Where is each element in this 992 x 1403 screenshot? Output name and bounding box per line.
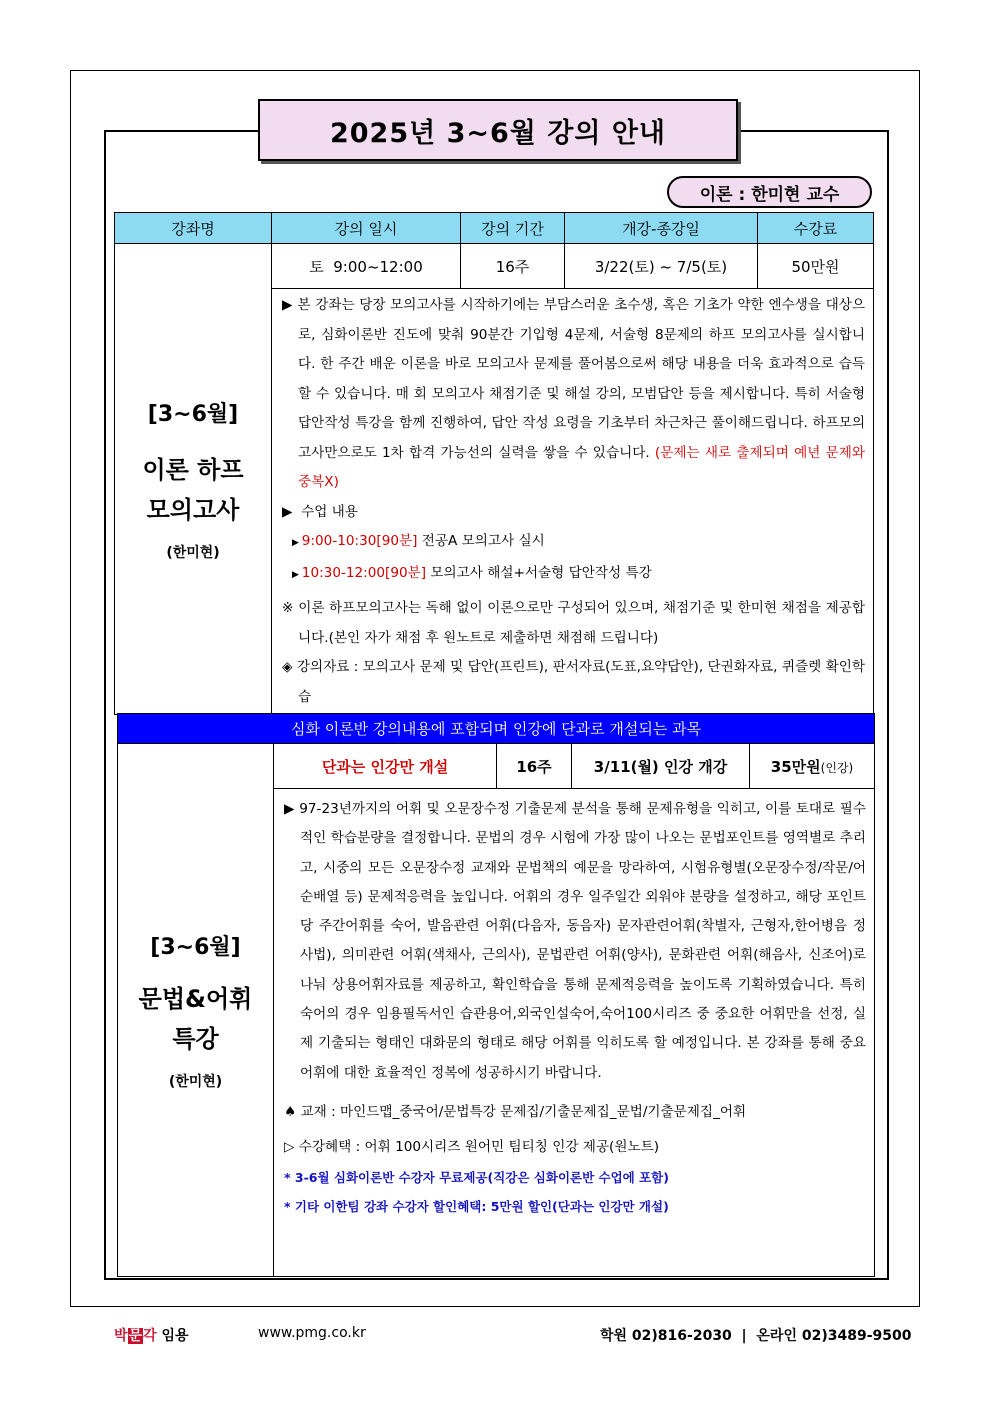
professor-badge: 이론 : 한미현 교수 [667,176,872,208]
info-fee-2: 35만원 [770,757,821,776]
description-red-note: (문제는 새로 출제되며 예년 문제와 중복X) [298,444,866,490]
description-paragraph [282,291,865,498]
schedule-text-1: 전공A 모의고사 실시 [417,533,545,549]
publisher-logo [114,1325,189,1345]
schedule-text-2: 모의고사 해설+서술형 답안작성 특강 [426,564,652,581]
logo-part-4: 임용 [156,1328,189,1344]
schedule-time-1: 9:00-10:30[90분] [301,533,418,549]
banner-row [118,714,875,744]
course-instructor: (한미현) [166,544,220,561]
benefit-note-2: * 기타 이한팀 강좌 수강자 할인혜택: 5만원 할인(단과는 인강만 개설) [284,1198,669,1214]
logo-part-3: 각 [143,1328,157,1344]
banner-text: 심화 이론반 강의내용에 포함되며 인강에 단과로 개설되는 과목 [118,714,875,744]
course-table-2 [117,713,875,1277]
course-name-2-line-2: 특강 [172,1024,219,1053]
benefit-note-1: * 3-6월 심화이론반 수강자 무료제공(직강은 심화이론반 수업에 포함) [284,1169,669,1185]
course-table-1 [114,212,874,715]
course-description-2 [274,789,875,1277]
materials-note: ◈ 강의자료 : 모의고사 문제 및 답안(프린트), 판서자료(도표,요약답안), 단권화자료, 퀴즐렛 확인학습 [282,659,865,705]
schedule-title: ▶ 수업 내용 [282,503,358,520]
contact-phone: 학원 02)816-2030 | 온라인 02)3489-9500 [600,1328,912,1344]
info-dates: 3/22(토) ~ 7/5(토) [565,244,758,289]
course-label-cell-2 [118,744,274,1277]
info-duration-2: 16주 [497,744,572,789]
benefit-line: ▷ 수강혜택 : 어휘 100시리즈 원어민 팀티칭 인강 제공(원노트) [284,1139,660,1156]
header-schedule: 강의 일시 [272,213,461,244]
grading-note: ※ 이론 하프모의고사는 독해 없이 이론으로만 구성되어 있으며, 채점기준 및 한미현 채점을 제공합니다.(본인 자가 채점 후 원노트로 제출하면 채점해 드립니다) [282,600,865,646]
course-info-row [115,244,874,289]
course-label-cell [115,244,272,715]
course-name-line-1: 이론 하프 [142,455,244,484]
course-period-2: [3~6월] [150,934,241,960]
course-period: [3~6월] [147,401,239,427]
schedule-item-2: ▶ 10:30-12:00[90분] 모의고사 해설+서술형 답안작성 특강 [292,564,652,581]
description-paragraph-2: ▶ 97-23년까지의 어휘 및 오문장수정 기출문제 분석을 통해 문제유형을 익히고, 이를 토대로 필수적인 학습분량을 결정합니다. 문법의 경우 시험에 가장 많이 나오는 문법포인트를 영역별로 추리고, 시중의 모든 오문장수정 교재와 문법책의 예문을 망라하여, 시험유형별(오문장수정/작문/어순배열 등) 문제적응력을 높입니다. 어휘의 경우 일주일간 외워야 분량을 설정하고, 해당 포인트당 주간어휘를 숙어, 발음관련 어휘(다음자, 동음자) 문자관련어휘(착별자, 근형자,한어병음 정사법), 의미관련 어휘(색채사, 근의사), 문법관련 어휘(양사), 문화관련 어휘(해음사, 신조어)로 나눠 상용어휘자료를 제공하고, 확인학습을 통해 문제적응력을 높이도록 기획하였습니다. 특히 숙어의 경우 임용필독서인 습관용어,외국인설숙어,숙어100시리즈 중 중요한 어휘만을 선정, 실제 기출되는 형태인 대화문의 형태로 해당 어휘를 익히도록 할 예정입니다. 본 강좌를 통해 중요어휘에 대한 효율적인 정복에 성공하시기 바랍니다. [284,801,867,1081]
schedule-time-2: 10:30-12:00[90분] [301,564,427,581]
header-duration: 강의 기간 [461,213,565,244]
table-header-row [115,213,874,244]
course-instructor-2: (한미현) [168,1073,223,1090]
info-fee: 50만원 [758,244,874,289]
info-fee-2-suffix: (인강) [820,760,854,775]
website-link[interactable]: www.pmg.co.kr [258,1325,366,1341]
course-description [272,289,874,715]
textbook-line: ♠ 교재 : 마인드맵_중국어/문법특강 문제집/기출문제집_문법/기출문제집_어휘 [284,1103,747,1120]
header-dates: 개강-종강일 [565,213,758,244]
course-info-row-2 [118,744,875,789]
schedule-item-1: ▶ 9:00-10:30[90분] 전공A 모의고사 실시 [292,533,545,549]
header-course-name: 강좌명 [115,213,272,244]
course-name-line-2: 모의고사 [146,495,240,524]
info-fee-2-cell [750,744,875,789]
header-fee: 수강료 [758,213,874,244]
info-duration: 16주 [461,244,565,289]
logo-part-1: 박 [114,1328,128,1344]
info-start-date-2: 3/11(월) 인강 개강 [572,744,750,789]
description-text: ▶ 본 강좌는 당장 모의고사를 시작하기에는 부담스러운 초수생, 혹은 기초가 약한 엔수생을 대상으로, 심화이론반 진도에 맞춰 90분간 기입형 4문제, 서술형 8문제의 하프 모의고사를 실시합니다. 한 주간 배운 이론을 바로 모의고사 문제를 풀어봄으로써 해당 내용을 더욱 효과적으로 습득할 수 있습니다. 매 회 모의고사 채점기준 및 해설 강의, 모범답안 등을 제시합니다. 특히 서술형 답안작성 특강을 함께 진행하여, 답안 작성 요령을 기초부터 차근차근 풀이해드립니다. 하프모의고사만으로도 1차 합격 가능선의 실력을 쌓을 수 있습니다. [282,297,865,461]
page-title: 2025년 3~6월 강의 안내 [258,99,738,161]
info-schedule: 토 9:00~12:00 [272,244,461,289]
online-only-note: 단과는 인강만 개설 [274,744,497,789]
course-name-2-line-1: 문법&어휘 [138,984,253,1013]
logo-part-2: 문 [128,1328,143,1344]
